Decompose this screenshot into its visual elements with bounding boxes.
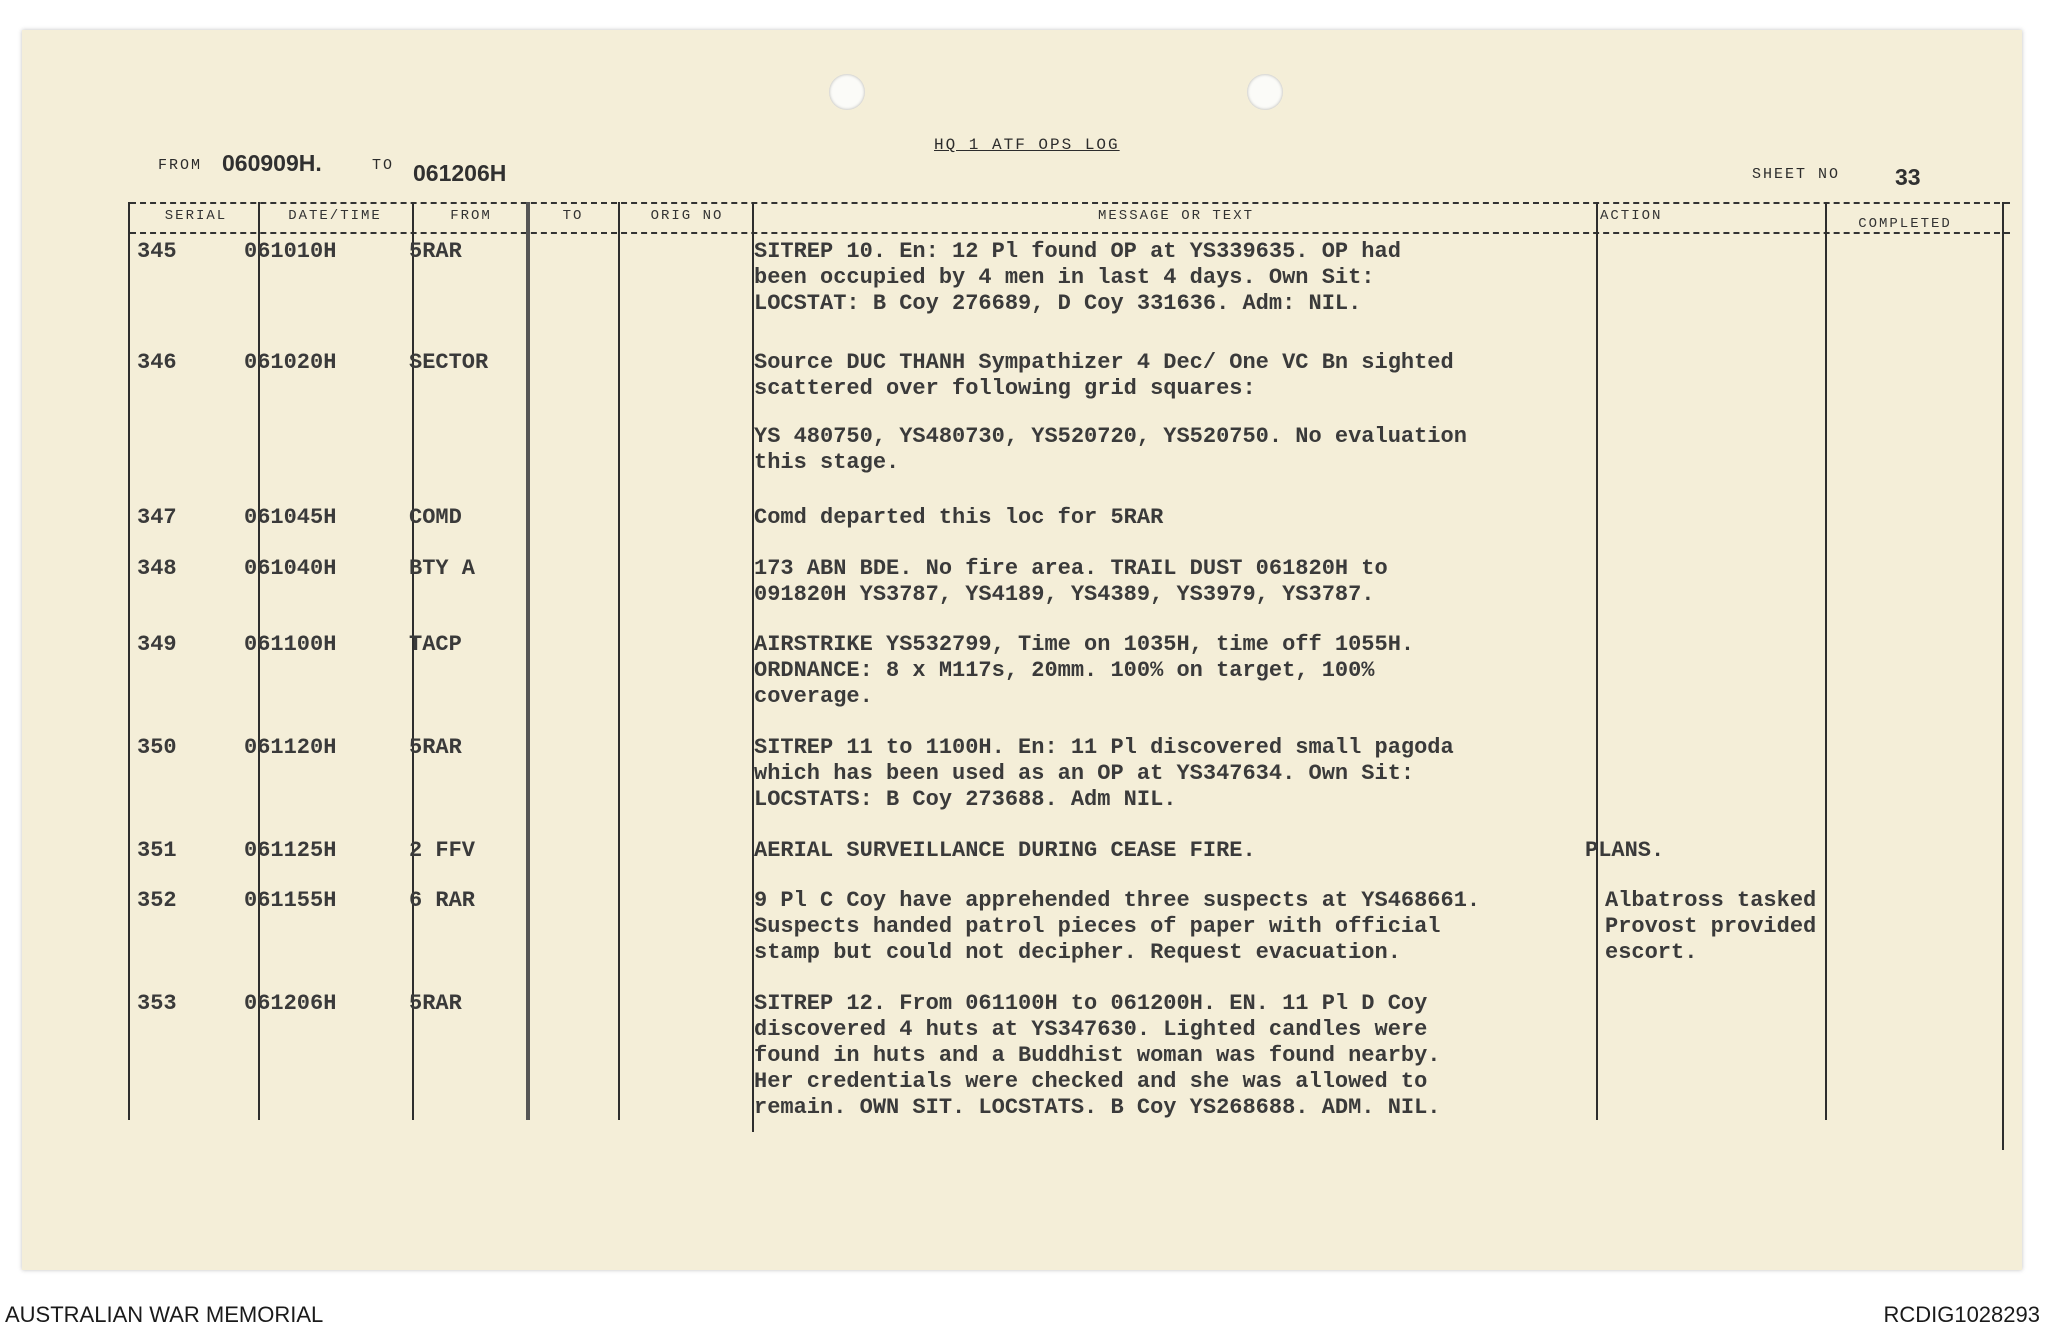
message-line: found in huts and a Buddhist woman was found nearby. [754,1043,1441,1068]
from-label: FROM [158,157,203,174]
message-line: Suspects handed patrol pieces of paper with official [754,914,1441,939]
datetime-cell: 061045H [244,505,337,530]
column-header-datetime: DATE/TIME [288,208,382,224]
message-line: which has been used as an OP at YS347634. Own Sit: [754,761,1415,786]
message-line: 9 Pl C Coy have apprehended three suspects at YS468661. [754,888,1481,913]
message-cell [754,505,1614,531]
sheet-value: 33 [1895,164,1921,190]
datetime-cell: 061100H [244,632,337,657]
from-value: 060909H. [222,150,322,176]
message-cell [754,838,1614,864]
message-line: YS 480750, YS480730, YS520720, YS520750. No evaluation [754,424,1467,449]
column-divider [618,202,620,1120]
column-divider [1825,202,1827,1120]
from-cell: BTY A [409,556,476,581]
column-header-action: ACTION [1600,208,1663,224]
datetime-cell: 061125H [244,838,337,863]
column-header-serial: SERIAL [164,208,228,224]
message-cell [754,735,1614,813]
message-line: Comd departed this loc for 5RAR [754,505,1164,530]
datetime-cell: 061206H [244,991,337,1016]
message-line: AIRSTRIKE YS532799, Time on 1035H, time off 1055H. [754,632,1415,657]
message-line: coverage. [754,684,873,709]
action-line: PLANS. [1585,838,1665,863]
message-cell [754,350,1614,476]
column-divider [412,202,414,1120]
from-cell: SECTOR [409,350,489,375]
message-line: ORDNANCE: 8 x M117s, 20mm. 100% on target, 100% [754,658,1375,683]
datetime-cell: 061010H [244,239,337,264]
message-line: SITREP 10. En: 12 Pl found OP at YS339635. OP had [754,239,1401,264]
serial-cell: 349 [137,632,177,657]
from-cell: COMD [409,505,462,530]
serial-cell: 352 [137,888,177,913]
from-cell: 2 FFV [409,838,476,863]
punch-hole-left [829,74,865,110]
action-line: Albatross tasked [1605,888,1817,913]
message-line: SITREP 12. From 061100H to 061200H. EN. 11 Pl D Coy [754,991,1428,1016]
action-line: Provost provided [1605,914,1817,939]
column-header-from: FROM [450,208,492,224]
message-line: Source DUC THANH Sympathizer 4 Dec/ One VC Bn sighted [754,350,1454,375]
message-line: discovered 4 huts at YS347630. Lighted candles were [754,1017,1428,1042]
serial-cell: 351 [137,838,177,863]
message-cell [754,239,1614,317]
from-cell: 5RAR [409,239,462,264]
message-line: Her credentials were checked and she was allowed to [754,1069,1428,1094]
message-line: this stage. [754,450,900,475]
page-title: HQ 1 ATF OPS LOG [934,136,1120,154]
column-header-message: MESSAGE OR TEXT [1097,208,1255,224]
column-header-completed: COMPLETED [1858,216,1952,232]
to-value: 061206H [413,160,507,186]
message-line: 173 ABN BDE. No fire area. TRAIL DUST 061820H to [754,556,1388,581]
message-cell [754,556,1614,608]
archive-credit: AUSTRALIAN WAR MEMORIAL [5,1302,324,1327]
datetime-cell: 061155H [244,888,337,913]
serial-cell: 348 [137,556,177,581]
from-cell: 5RAR [409,735,462,760]
to-label: TO [372,157,395,174]
from-cell: 5RAR [409,991,462,1016]
serial-cell: 345 [137,239,177,264]
message-line: LOCSTAT: B Coy 276689, D Coy 331636. Adm: NIL. [754,291,1362,316]
message-cell [754,632,1614,710]
serial-cell: 353 [137,991,177,1016]
from-cell: 6 RAR [409,888,476,913]
column-divider [128,202,130,1120]
message-cell [754,991,1614,1121]
message-line: SITREP 11 to 1100H. En: 11 Pl discovered small pagoda [754,735,1454,760]
datetime-cell: 061020H [244,350,337,375]
column-divider [2002,202,2004,1150]
datetime-cell: 061120H [244,735,337,760]
message-line: been occupied by 4 men in last 4 days. Own Sit: [754,265,1375,290]
action-cell [1585,838,1664,864]
message-line: AERIAL SURVEILLANCE DURING CEASE FIRE. [754,838,1256,863]
action-cell [1605,888,1816,966]
column-header-orig-no: ORIG NO [650,208,724,224]
datetime-cell: 061040H [244,556,337,581]
serial-cell: 347 [137,505,177,530]
sheet-label: SHEET NO [1752,166,1841,183]
message-line: remain. OWN SIT. LOCSTATS. B Coy YS268688. ADM. NIL. [754,1095,1441,1120]
punch-hole-right [1247,74,1283,110]
column-divider [258,202,260,1120]
column-divider [526,202,530,1120]
column-header-to: TO [562,208,584,224]
record-id: RCDIG1028293 [1883,1302,2040,1327]
message-line: scattered over following grid squares: [754,376,1256,401]
message-cell [754,888,1614,966]
serial-cell: 350 [137,735,177,760]
message-line: LOCSTATS: B Coy 273688. Adm NIL. [754,787,1177,812]
message-line: 091820H YS3787, YS4189, YS4389, YS3979, YS3787. [754,582,1375,607]
action-line: escort. [1605,940,1698,965]
serial-cell: 346 [137,350,177,375]
message-line: stamp but could not decipher. Request evacuation. [754,940,1401,965]
from-cell: TACP [409,632,462,657]
